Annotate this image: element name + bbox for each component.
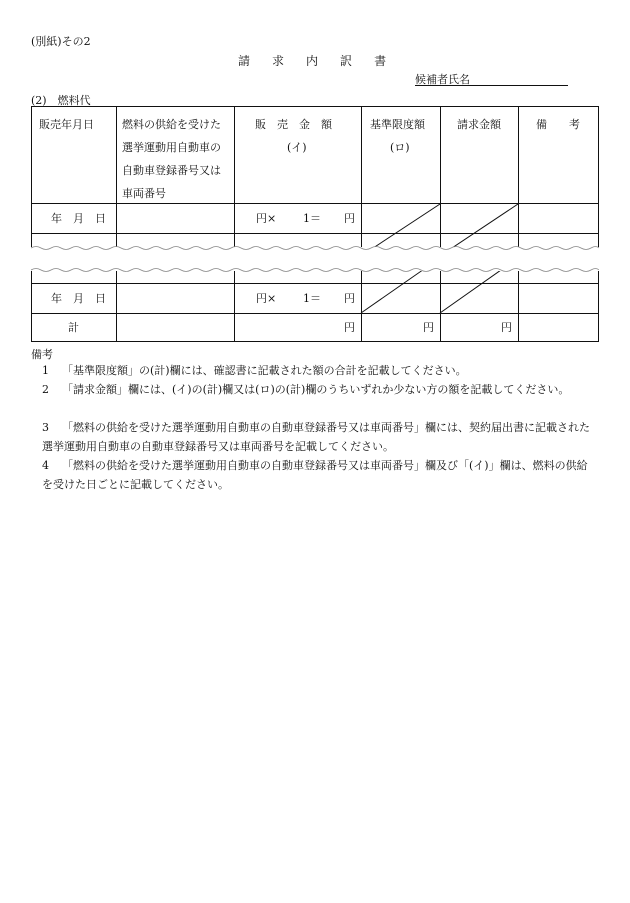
total-claim-yen: 円 <box>501 321 512 334</box>
remarks-item-number: 2 <box>42 383 49 396</box>
row-yen-multiplier: 円× <box>256 292 277 305</box>
header-vehicle-line: 自動車登録番号又は <box>122 164 221 177</box>
header-vehicle-line: 車両番号 <box>122 187 166 200</box>
title-char: 訳 <box>340 54 353 68</box>
remarks-item-text: 「基準限度額」の(計)欄には、確認書に記載された額の合計を記載してください。 <box>62 364 467 377</box>
header-sales-amount: 販 売 金 額 <box>255 118 332 131</box>
remarks-item-number: 4 <box>42 459 49 472</box>
row-date: 年 月 日 <box>51 212 106 225</box>
remarks-item <box>42 380 597 399</box>
attachment-label: (別紙)その2 <box>31 35 91 48</box>
remarks-item <box>42 361 597 380</box>
row-yen-multiplier: 円× <box>256 212 277 225</box>
total-label: 計 <box>68 321 79 334</box>
header-vehicle-line: 選挙運動用自動車の <box>122 141 221 154</box>
table-break-wave <box>31 242 599 276</box>
row-one-equals: 1＝ <box>303 212 321 225</box>
header-remarks: 備 考 <box>536 118 580 131</box>
section-label: (2) 燃料代 <box>31 94 91 107</box>
claim-table <box>31 106 599 342</box>
header-limit: 基準限度額 <box>370 118 425 131</box>
remarks-item <box>42 456 597 494</box>
total-limit-yen: 円 <box>423 321 434 334</box>
document-title <box>238 52 408 69</box>
remarks-item <box>42 418 597 456</box>
remarks-item-text: 「燃料の供給を受けた選挙運動用自動車の自動車登録番号又は車両番号」欄及び「(イ)」欄は、燃料の供給を受けた日ごとに記載してください。 <box>42 459 588 491</box>
row-yen: 円 <box>344 212 355 225</box>
total-sales-yen: 円 <box>344 321 355 334</box>
remarks-item-number: 1 <box>42 364 49 377</box>
remarks-title: 備考 <box>31 348 53 361</box>
header-sales-amount-symbol: (イ) <box>287 141 307 154</box>
header-claim: 請求金額 <box>457 118 501 131</box>
header-sale-date: 販売年月日 <box>39 118 94 131</box>
remarks-item-text: 「請求金額」欄には、(イ)の(計)欄又は(ロ)の(計)欄のうちいずれか少ない方の額を記載してください。 <box>62 383 570 396</box>
row-date: 年 月 日 <box>51 292 106 305</box>
row-yen: 円 <box>344 292 355 305</box>
candidate-name-label: 候補者氏名 <box>415 73 470 86</box>
remarks-item-number: 3 <box>42 421 49 434</box>
header-limit-symbol: (ロ) <box>390 141 410 154</box>
header-vehicle-line: 燃料の供給を受けた <box>122 118 221 131</box>
title-char: 内 <box>306 54 319 68</box>
title-char: 請 <box>238 54 251 68</box>
remarks-item-text: 「燃料の供給を受けた選挙運動用自動車の自動車登録番号又は車両番号」欄には、契約届出書に記載された選挙運動用自動車の自動車登録番号又は車両番号を記載してください。 <box>42 421 590 453</box>
candidate-name-underline <box>415 85 568 86</box>
title-char: 求 <box>272 54 285 68</box>
title-char: 書 <box>374 54 387 68</box>
row-one-equals: 1＝ <box>303 292 321 305</box>
